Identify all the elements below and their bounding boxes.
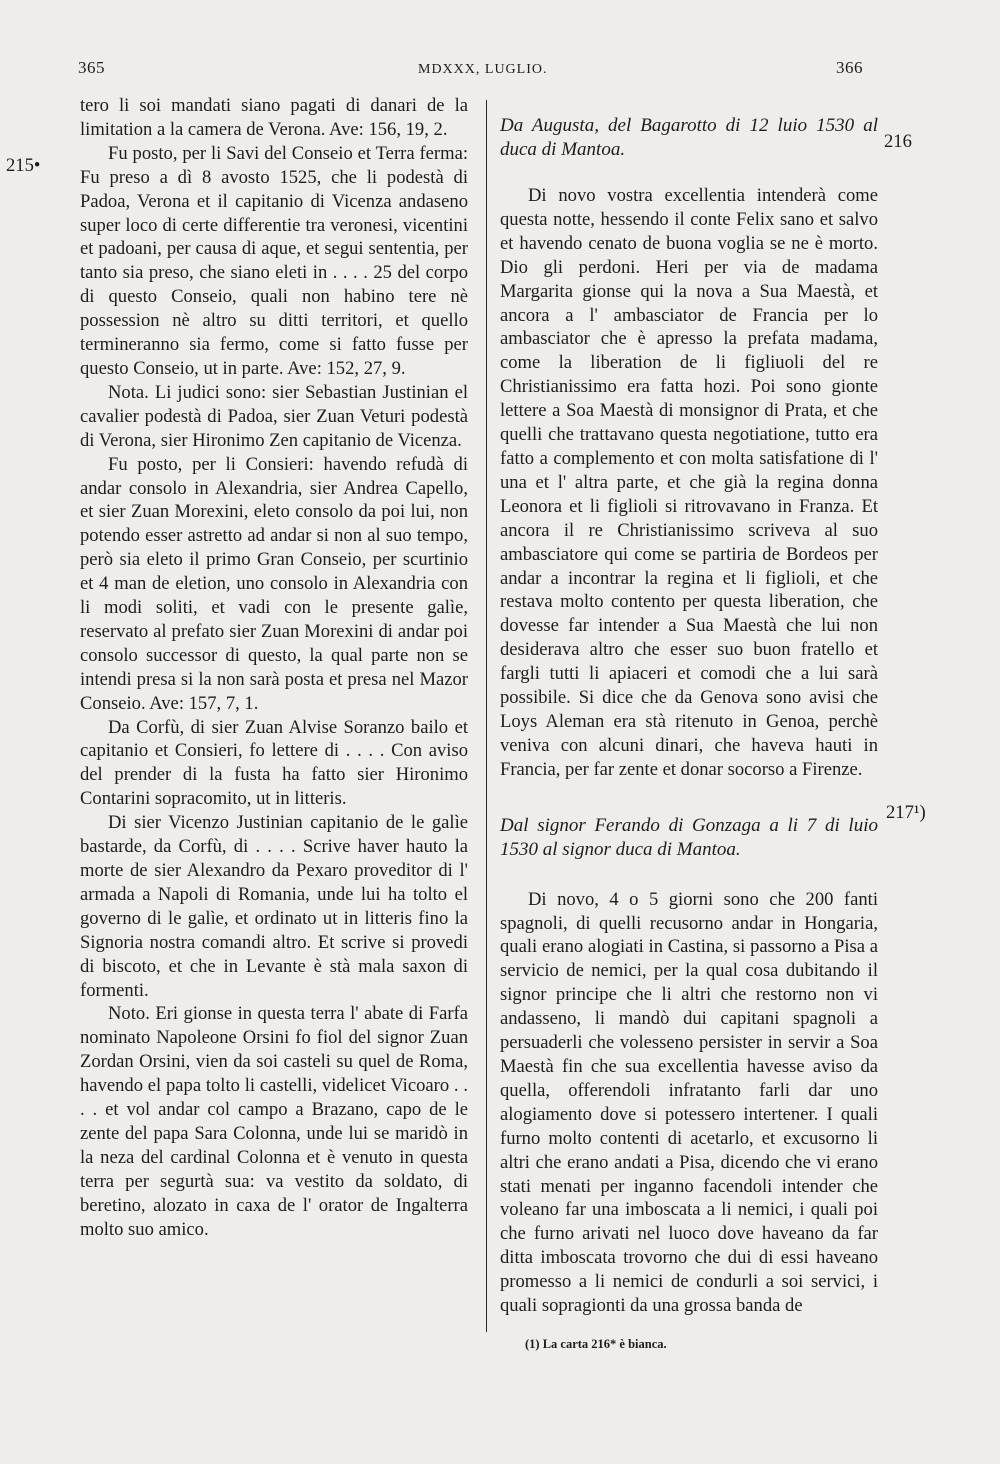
left-paragraph-6: Di sier Vicenzo Justinian capitanio de le galìe bastarde, da Corfù, di . . . . Scrive haver hauto la morte de sier Alexandro da Pexaro proveditor di l' armada a Napoli di Romania, unde lui ha tolto el governo di le galìe, et ordinato ut in litteris fino la Signoria nostra comandi altro. Et scrive si provedi di biscoto, et che in Levante è stà mala saxon di formenti. xyxy=(80,812,468,1001)
margin-note-216: 216 xyxy=(884,131,912,152)
left-paragraph-2: Fu posto, per li Savi del Conseio et Terra ferma: Fu preso a dì 8 avosto 1525, che li podestà di Padoa, Verona et il capitanio di Vicenza andaseno super loco di certe differentie tra veronesi, vicentini et padoani, per causa di aque, et segui sententia, per tanto sia preso, che siano eleti in . . . . 25 del corpo di questo Conseio, quali non habino tere nè possession nè altro su ditti territori, et quello termineranno sia fermo, come si fatto fusse per questo Conseio, ut in parte. Ave: 152, 27, 9. xyxy=(80,142,468,379)
left-paragraph-5: Da Corfù, di sier Zuan Alvise Soranzo bailo et capitanio et Consieri, fo lettere di . . . . Con aviso del prender di la fusta ha fatto sier Hironimo Contarini sopracomito, ut in litteris. xyxy=(80,716,468,810)
letter-heading-2: Dal signor Ferando di Gonzaga a li 7 di luio 1530 al signor duca di Mantoa. xyxy=(500,814,878,860)
left-paragraph-7: Noto. Eri gionse in questa terra l' abate di Farfa nominato Napoleone Orsini fo fiol del signor Zuan Zordan Orsini, vien da soi casteli su quel de Roma, havendo el papa tolto li castelli, videlicet Vicoaro . . . . et vol andar col campo a Brazano, capo de le zente del papa Sara Colonna, unde lui se maridò in la neza del cardinal Colonna et è venuto in questa terra per segurtà sua: va vestito da soldato, di beretino, alozato in caxa de l' orator de Ingalterra molto suo amico. xyxy=(80,1003,468,1240)
running-head: MDXXX, LUGLIO. xyxy=(418,62,548,77)
margin-note-217: 217¹) xyxy=(886,802,926,823)
page-number-right: 366 xyxy=(836,58,863,77)
left-paragraph-3: Nota. Li judici sono: sier Sebastian Justinian el cavalier podestà di Padoa, sier Zuan Veturi podestà di Verona, sier Hironimo Zen capitanio de Vicenza. xyxy=(80,381,468,451)
left-column xyxy=(80,94,468,1242)
page-number-left: 365 xyxy=(78,58,105,77)
right-paragraph-2: Di novo, 4 o 5 giorni sono che 200 fanti spagnoli, di quelli recusorno andar in Hongaria, quali erano alogiati in Castina, si passorno a Pisa a servicio de nemici, per la qual cosa dubitando il signor principe che li altri che restorno non vi andasseno, li mandò dui capitani spagnoli a persuaderli che volesseno persister in servir a Soa Maestà fin che sua excellentia havesse aviso da quella, offerendoli infratanto farli dar uno alogiamento dove si potessero intertener. I quali furno molto contenti di acetarlo, et excusorno li altri che erano andati a Pisa, dicendo che vi erano stati menati per inganno facendoli intender che voleano far una imboscata a li nemici, i quali poi che furno arivati nel luoco dove haveano da far ditta imboscata trovorno che dui di essi haveano promesso a li nemici de condurli a soi servici, i quali sopragionti da una grossa banda de xyxy=(500,888,878,1317)
right-column xyxy=(500,94,878,1318)
margin-note-215: 215• xyxy=(6,155,41,176)
left-paragraph-4: Fu posto, per li Consieri: havendo refudà di andar consolo in Alexandria, sier Andrea Capello, et sier Zuan Morexini, eleto consolo da poi lui, non potendo esser astretto ad andar si non al suo tempo, però sia eleto il primo Gran Conseio, per scurtinio et 4 man de eletion, uno consolo in Alexandria con li modi soliti, et vadi con le presente galìe, reservato al prefato sier Zuan Morexini di andar poi consolo successor di questo, la qual parte non se intendi presa si la non sarà posta et presa nel Mazor Conseio. Ave: 157, 7, 1. xyxy=(80,453,468,714)
left-paragraph-1: tero li soi mandati siano pagati di danari de la limitation a la camera de Verona. Ave: 156, 19, 2. xyxy=(80,95,468,140)
right-paragraph-1: Di novo vostra excellentia intenderà come questa notte, hessendo il conte Felix sano et salvo et havendo cenato de buona voglia se ne è morto. Dio gli perdoni. Heri per via de madama Margarita gionse qui la nova a Sua Maestà, et ancora a l' ambasciator de Francia per lo ambasciator che è apresso la prefata madama, come la liberation de li figliuoli del re Christianissimo era fatta hozi. Poi sono gionte lettere a Soa Maestà di monsignor di Prata, et che quelli che trattavano questa negotiatione, tutto era fatto a complemento et con molta satisfatione di l' una et l' altra parte, et che già la regina donna Leonora et li figlioli si ritrovavano in Franza. Et ancora il re Christianissimo scriveva al suo ambasciatore qui come se partiria de Bordeos per andar a incontrar la regina et li figlioli, et che restava molto contento per questa liberation, che dovesse far intender a Sua Maestà che lui non desiderava altro che esser suo buon fratello et fargli tutti li apiaceri et comodi che a lui sarà possibile. Si dice che da Genova sono avisi che Loys Aleman era stà ritenuto in Genoa, perchè veniva con alcuni dinari, che haveva hauti in Francia, per far zente et donar socorso a Firenze. xyxy=(500,185,878,780)
letter-heading-1: Da Augusta, del Bagarotto di 12 luio 1530 al duca di Mantoa. xyxy=(500,115,878,160)
footnote: (1) La carta 216* è bianca. xyxy=(525,1337,667,1351)
column-divider xyxy=(486,100,487,1332)
